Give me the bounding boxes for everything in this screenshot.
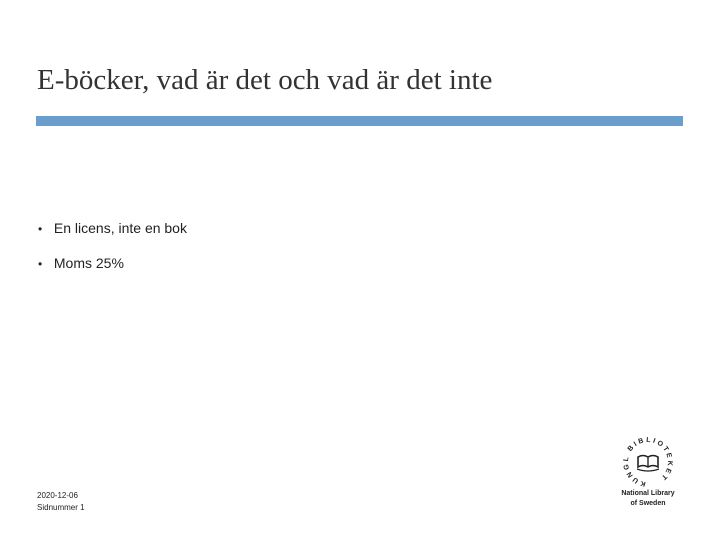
bullet-marker: • [38,222,43,236]
bullet-item [38,254,187,272]
bullet-list [38,219,187,289]
footer [37,490,85,514]
bullet-text: En licens, inte en bok [53,220,187,236]
slide-title: E-böcker, vad är det och vad är det inte [37,64,493,96]
footer-date: 2020-12-06 [37,491,78,500]
bullet-text: Moms 25% [53,255,124,271]
logo-line-2: of Sweden [630,500,666,507]
logo-ring-text: KUNGL BIBLIOTEKET [622,436,674,488]
bullet-marker: • [38,257,43,271]
library-logo [612,436,684,508]
bullet-item [38,219,187,237]
kb-seal-icon [618,436,678,488]
logo-line-1: National Library [621,490,675,497]
title-divider [36,116,683,126]
footer-page-number: Sidnummer 1 [37,503,85,512]
